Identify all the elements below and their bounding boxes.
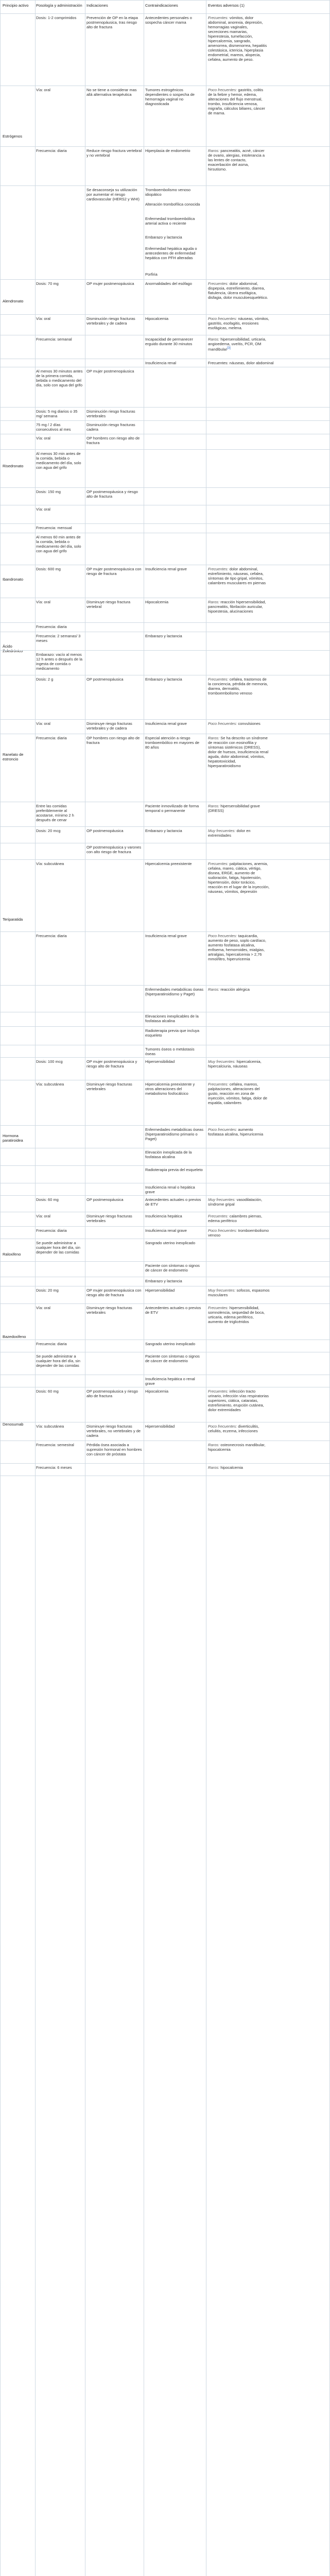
- cell-adverse: [208, 1059, 270, 1069]
- cell-frequency: Frecuencia: semanal: [36, 337, 72, 342]
- adverse-text: sofocos, espasmos musculares: [208, 1288, 270, 1297]
- cell-contraindication: Anormalidades del esófago: [145, 281, 192, 286]
- grid-line: [0, 1057, 330, 1058]
- group-ranelate: Ranelato de estroncio: [3, 752, 24, 761]
- cell-contraindication: Porfiria: [145, 272, 158, 277]
- cell-contraindication: Elevación inexplicada de la fosfatasa alcalina: [145, 1150, 192, 1159]
- cell-dose: Dosis: 60 mg: [36, 1389, 59, 1394]
- cell-contraindication: Radioterapia previa del esqueleto: [145, 1167, 203, 1172]
- cell-route: Vía: oral: [36, 721, 50, 726]
- adverse-text: náuseas, vómitos, gastritis, esofagitis, erosiones esofágicas, melena.: [208, 316, 269, 330]
- adverse-text: palpitaciones, anemia, cefalea, mareo, ciática, vértigo, disnea, ERGE, aumento de sudoración, fatiga, hipotensión, hipertensión, dolor torácico, reacción en el lugar de la inyección, náuseas, vómitos, depresión: [208, 861, 270, 894]
- grid-line: [0, 1261, 330, 1262]
- header-adverse: Eventos adversos (1): [208, 3, 245, 8]
- cell-frequency: Frecuencia: mensual: [36, 526, 72, 530]
- reference-marker: [3]: [227, 347, 231, 350]
- cell-frequency: Frecuencia: diaria: [36, 1228, 67, 1233]
- cell-indication: Disminución riesgo fracturas vertebrales y de cadera: [86, 316, 135, 326]
- cell-indication: OP postmenopáusica: [86, 1197, 124, 1202]
- cell-adverse: [208, 677, 270, 696]
- cell-contraindication: Insuficiencia renal grave: [145, 567, 187, 571]
- cell-contraindication: Embarazo y lactancia: [145, 828, 182, 833]
- grid-line: [0, 0, 1, 2576]
- cell-contraindication: Hiperplasia de endometrio: [145, 148, 190, 153]
- cell-posology: Al menos 30 min antes de la comida, bebida o medicamento del día, solo con agua del grifo: [36, 451, 81, 470]
- cell-contraindication: Hipercalcemia preexistente: [145, 861, 192, 866]
- cell-dose: Dosis: 600 mg: [36, 567, 61, 571]
- cell-contraindication: Antecedentes actuales o previos de ETV: [145, 1197, 201, 1207]
- cell-adverse: [208, 1424, 270, 1433]
- cell-contraindication: Insuficiencia hepática: [145, 1214, 182, 1218]
- cell-indication: OP mujer postmenopáusica y riesgo alto de fractura: [86, 1059, 137, 1069]
- cell-adverse: [208, 1288, 270, 1297]
- adverse-text: cefalea, trastornos de la conciencia, pérdida de memoria, diarrea, dermatitis, tromboembolismo venoso: [208, 677, 268, 696]
- grid-line: [0, 859, 330, 860]
- cell-adverse: [208, 1443, 270, 1452]
- cell-indication: Se desaconseja su utilización por aumentar el riesgo cardiovascular (HERS2 y WHI): [86, 188, 140, 201]
- cell-dose: Dosis: 20 mg: [36, 1288, 59, 1293]
- adverse-text: hipercalcemia, hipercalciuria, náuseas: [208, 1059, 262, 1069]
- adverse-frequency-label: Raros:: [208, 1443, 220, 1447]
- cell-contraindication: Antecedentes actuales o previos de ETV: [145, 1306, 201, 1315]
- adverse-text: convulsiones: [238, 721, 260, 726]
- cell-contraindication: Hipersensibilidad: [145, 1424, 175, 1429]
- cell-indication: OP hombres con riesgo alto de fractura: [86, 436, 140, 445]
- adverse-frequency-label: Muy frecuentes:: [208, 828, 236, 833]
- grid-line: [0, 1165, 330, 1166]
- cell-contraindication: Insuficiencia renal o hepática grave: [145, 1185, 195, 1194]
- cell-dose: Dosis: 150 mg: [36, 489, 61, 494]
- cell-frequency: Frecuencia: diaria: [36, 736, 67, 740]
- cell-posology: Entre las comidas preferiblemente al acostarse, mínimo 2 h después de cenar: [36, 804, 74, 822]
- cell-adverse: [208, 1197, 270, 1207]
- cell-contraindication: Hipersensibilidad: [145, 1059, 175, 1064]
- adverse-frequency-label: Poco frecuentes:: [208, 1424, 237, 1429]
- cell-indication: OP hombres con riesgo alto de fractura: [86, 736, 140, 745]
- grid-line: [0, 1026, 330, 1027]
- cell-indication: Pérdida ósea asociada a supresión hormonal en hombres con cáncer de próstata: [86, 1443, 142, 1456]
- cell-contraindication: Sangrado uterino inexplicado: [145, 1342, 196, 1346]
- adverse-text: vómitos, dolor abdominal, anorexia, depresión, hemorragias vaginales, secreciones mamarias, hiperestesia, tumefacción, hipercalcemia, sangrado, amenorrea, dismenorrea, hepatitis colestásica, ictericia, hiperplasia endometrial, mareos, alopecia, cefalea, aumento de peso.: [208, 15, 267, 62]
- cell-posology: Dosis: 1-2 comprimidos: [36, 15, 77, 20]
- cell-contraindication: Insuficiencia renal grave: [145, 1228, 187, 1233]
- cell-indication: Disminuye riesgo fracturas vertebrales: [86, 1082, 132, 1091]
- grid-line: [35, 0, 36, 2576]
- grid-line: [0, 1440, 330, 1441]
- grid-line: [0, 314, 330, 315]
- adverse-frequency-label: Frecuentes:: [208, 861, 229, 866]
- adverse-text: taquicardia, aumento de peso, soplo cardíaco, aumento fosfatasa alcalina, enfisema, hemorroides, mialgias, artralgias, hipercalcemia > 2,76 mmol/litro, hiperuricemia: [208, 934, 266, 961]
- adverse-text: infección tracto urinario, infección vías respiratorias superiores, ciática, cataratas, estreñimiento, erupción cutánea, dolor extremidades: [208, 1389, 269, 1412]
- cell-adverse: [208, 804, 270, 813]
- cell-route: Vía: oral: [36, 600, 50, 604]
- group-alendronate: Alendronato: [3, 299, 24, 303]
- cell-posology: Se puede administrar a cualquier hora del día, sin depender de las comidas: [36, 1241, 80, 1255]
- cell-indication: OP mujer postmenopáusica con riesgo de fractura: [86, 567, 142, 576]
- cell-adverse: [208, 987, 270, 992]
- cell-dose: Dosis: 5 mg diarios o 35 mg/ semana: [36, 409, 78, 418]
- cell-dose: Dosis: 20 mcg: [36, 828, 61, 833]
- adverse-text: hipersensibilidad grave (DRESS): [208, 804, 260, 813]
- grid-line: [0, 719, 330, 720]
- adverse-frequency-label: Muy frecuentes:: [208, 1288, 236, 1293]
- cell-route: Vía: oral: [36, 1306, 50, 1310]
- group-risedronate: Risedronato: [3, 464, 24, 468]
- cell-dose: Dosis: 70 mg: [36, 281, 59, 286]
- cell-dose: Dosis: 60 mg: [36, 1197, 59, 1202]
- header-principle: Principio activo: [3, 3, 29, 8]
- adverse-frequency-label: Frecuentes:: [208, 1082, 229, 1087]
- cell-contraindication: Tumores estrogénicos dependientes o sospecha de hemorragia vaginal no diagnosticada: [145, 88, 195, 106]
- cell-contraindication: Embarazo y lactancia: [145, 1279, 182, 1283]
- grid-line: [0, 826, 330, 827]
- cell-contraindication: Insuficiencia renal grave: [145, 721, 187, 726]
- cell-route: Vía: oral: [36, 436, 50, 440]
- cell-posology: Al menos 30 minutos antes de la primera comida, bebida o medicamento del día, solo con agua del grifo: [36, 369, 83, 387]
- cell-frequency: Frecuencia: diaria: [36, 1342, 67, 1346]
- cell-contraindication: Tromboembolismo venoso idiopático: [145, 188, 191, 197]
- group-raloxifene: Raloxifeno: [3, 1252, 21, 1257]
- cell-route: Vía: oral: [36, 88, 50, 92]
- grid-line: [0, 1463, 330, 1464]
- grid-line: [0, 279, 330, 280]
- adverse-text: pancreatitis, acné, cáncer de ovario, alergias, intolerancia a las lentes de contacto, exacerbación del asma, hirsutismo.: [208, 148, 265, 172]
- cell-contraindication: Insuficiencia renal grave: [145, 934, 187, 938]
- adverse-frequency-label: Raros:: [208, 600, 220, 604]
- cell-contraindication: Paciente inmovilizado de forma temporal o permanente: [145, 804, 199, 813]
- cell-posology: Frecuencia: 6 meses: [36, 1465, 72, 1470]
- adverse-frequency-label: Poco frecuentes:: [208, 1127, 237, 1132]
- grid-line: [0, 1125, 330, 1126]
- cell-adverse: [208, 1389, 270, 1412]
- adverse-text: hipocalcemia: [220, 1465, 243, 1470]
- cell-frequency: Frecuencia: 2 semanas/ 3 meses: [36, 634, 81, 643]
- grid-line: [0, 13, 330, 14]
- adverse-text: dolor abdominal, estreñimiento, náuseas, cefalea, síntomas de tipo gripal, vómitos, calambres musculares en piernas: [208, 567, 266, 585]
- grid-line: [0, 146, 330, 147]
- cell-adverse: [208, 861, 270, 894]
- cell-contraindication: Elevaciones inexplicables de la fosfatasa alcalina: [145, 1014, 199, 1023]
- adverse-frequency-label: Raros:: [208, 736, 220, 740]
- cell-adverse: [208, 15, 267, 62]
- cell-indication: OP postmenopáusica y riesgo alto de fractura: [86, 489, 138, 499]
- cell-adverse: [208, 148, 267, 172]
- adverse-frequency-label: Frecuentes:: [208, 677, 229, 682]
- cell-posology: Se puede administrar a cualquier hora del día, sin depender de las comidas: [36, 1354, 80, 1368]
- cell-adverse: [208, 736, 270, 768]
- cell-adverse: [208, 600, 270, 614]
- cell-indication: Disminuye riesgo fracturas vertebrales y de cadera: [86, 721, 132, 731]
- grid-line: [0, 487, 330, 488]
- cell-contraindication: Alteración trombofílica conocida: [145, 202, 200, 207]
- cell-adverse: [208, 721, 270, 726]
- adverse-text: dolor abdominal, dispepsia, estreñimiento, diarrea, flatulencia, úlcera esofágica, disfagia, dolor musculoesquelético.: [208, 281, 268, 300]
- cell-contraindication: Especial atención a riesgo tromboembólico en mayores de 80 años: [145, 736, 200, 750]
- grid-line: [0, 0, 330, 1]
- adverse-text: gastritis, colitis de la fiebre y hemor, edema, alteraciones del flujo menstrual, trombo, insuficiencia venosa, migraña, cálculos biliares, cáncer de mama.: [208, 88, 265, 115]
- adverse-text: vasodilatación, síndrome gripal: [208, 1197, 263, 1207]
- cell-indication: Disminuye riesgo fracturas vertebrales, no vertebrales y de cadera: [86, 1424, 141, 1438]
- grid-line: [0, 622, 330, 623]
- grid-line: [0, 420, 330, 421]
- cell-contraindication: Embarazo y lactancia: [145, 634, 182, 638]
- cell-route: Vía: subcutánea: [36, 1082, 64, 1087]
- grid-line: [0, 1303, 330, 1304]
- cell-dose: Dosis: 2 g: [36, 677, 54, 682]
- adverse-text: aumento fosfatasa alcalina, hiperuricemia: [208, 1127, 264, 1137]
- adverse-frequency-label: Muy frecuentes:: [208, 1059, 236, 1064]
- cell-indication: Disminuye riesgo fracturas vertebrales: [86, 1306, 132, 1315]
- cell-frequency: Frecuencia: semestral: [36, 1443, 74, 1447]
- group-estrogens: Estrógenos: [3, 134, 22, 139]
- cell-contraindication: Radioterapia previa que incluya esqueleto: [145, 1028, 200, 1038]
- adverse-text: Se ha descrito un síndrome de reacción con eosinofilia y síntomas sistémicos (DRESS), dolor de huesos, insuficiencia renal aguda, dolor abdominal, vómitos, hepatotoxicidad, hiperparatiroidismo: [208, 736, 269, 768]
- header-posology: Posología y administración: [36, 3, 82, 8]
- cell-adverse: [208, 1214, 270, 1223]
- grid-line: [0, 931, 330, 932]
- cell-indication: No se tiene a considerar mas allá alternativa terapéutica: [86, 88, 137, 97]
- group-teriparatide: Teriparatida: [3, 917, 23, 922]
- cell-dose: 75 mg / 2 días consecutivos al mes: [36, 422, 71, 432]
- grid-line: [0, 985, 330, 986]
- cell-route: Vía: oral: [36, 1214, 50, 1218]
- cell-indication: OP mujer postmenopáusica con riesgo alto de fractura: [86, 1288, 142, 1297]
- cell-route: Vía: subcutánea: [36, 1424, 64, 1429]
- cell-adverse: [208, 1082, 270, 1105]
- cell-contraindication: Tumores óseos o metástasis óseas: [145, 1047, 195, 1056]
- adverse-text: hipersensibilidad, urticaria, angioedema, uveítis, PCR, OM mandibular: [208, 337, 266, 352]
- cell-dose: Dosis: 100 mcg: [36, 1059, 63, 1064]
- cell-contraindication: Hipersensibilidad: [145, 1288, 175, 1293]
- cell-contraindication: Insuficiencia hepática o renal grave: [145, 1377, 195, 1386]
- adverse-text: hipersensibilidad, somnolencia, sequedad de boca, urticaria, edema periférico, aumento de triglicéridos: [208, 1306, 265, 1324]
- cell-indication: Reduce riesgo fractura vertebral y no vertebral: [86, 148, 142, 158]
- adverse-frequency-label: Frecuentes:: [208, 1306, 229, 1310]
- adverse-frequency-label: Poco frecuentes:: [208, 1228, 237, 1233]
- cell-contraindication: Hipercalcemia preexistente y otros alteraciones del metabolismo fosfocálcico: [145, 1082, 195, 1096]
- cell-indication: Disminuye riesgo fractura vertebral: [86, 600, 131, 609]
- cell-adverse: [208, 88, 267, 115]
- cell-contraindication: Incapacidad de permanecer erguido durante 30 minutos: [145, 337, 193, 346]
- cell-adverse: [208, 1306, 270, 1324]
- cell-contraindication: Hipocalcemia: [145, 316, 169, 321]
- adverse-frequency-label: Poco frecuentes:: [208, 721, 237, 726]
- cell-frequency: Frecuencia: diaria: [36, 148, 67, 153]
- grid-line: [0, 523, 330, 524]
- cell-posology: Al menos 60 min antes de la comida, bebida o medicamento del día, solo con agua del grifo: [36, 535, 81, 553]
- cell-indication: OP postmenopáusica y varones con alto riesgo de fractura: [86, 845, 142, 854]
- adverse-frequency-label: Frecuentes:: [208, 281, 229, 286]
- cell-posology: Embarazo: vacío al menos 12 h antes o después de la ingesta de comida o medicamento: [36, 652, 83, 671]
- cell-adverse: [208, 1127, 270, 1137]
- cell-indication: OP postmenopáusica y riesgo alto de fractura: [86, 1389, 138, 1398]
- cell-adverse: [208, 337, 270, 352]
- adverse-frequency-label: Raros:: [208, 987, 220, 992]
- adverse-text: osteonecrosis mandibular, hipocalcemia: [208, 1443, 266, 1452]
- adverse-frequency-label: Poco frecuentes:: [208, 316, 237, 321]
- cell-adverse: [208, 934, 270, 961]
- adverse-text: dolor en extremidades: [208, 828, 251, 838]
- cell-contraindication: Sangrado uterino inexplicado: [145, 1241, 196, 1245]
- adverse-frequency-label: Frecuentes:: [208, 567, 229, 571]
- cell-contraindication: Enfermedad tromboembólica arterial activa o reciente: [145, 216, 195, 226]
- cell-adverse: Frecuentes: náuseas, dolor abdominal: [208, 361, 274, 365]
- cell-contraindication: Paciente con síntomas o signos de cáncer de endometrio: [145, 1354, 200, 1363]
- group-bazedoxifene: Bazedoxifeno: [3, 1334, 26, 1339]
- group-denosumab: Denosumab: [3, 1422, 24, 1427]
- cell-frequency: Frecuencia: diaria: [36, 934, 67, 938]
- cell-adverse: [208, 316, 270, 330]
- cell-frequency: Frecuencia: diaria: [36, 624, 67, 629]
- cell-adverse: [208, 1465, 270, 1470]
- adverse-text: cefalea, mareos, palpitaciones, alteraciones del gusto, reacción en zona de inyección, vómitos, fatiga, dolor de espalda, calambres: [208, 1082, 268, 1105]
- grid-line: [0, 185, 330, 186]
- cell-contraindication: Enfermedades metabólicas óseas (hiperparatiroidismo y Paget): [145, 987, 203, 996]
- cell-indication: OP mujer postmenopáusica: [86, 281, 134, 286]
- header-contraindications: Contraindicaciones: [145, 3, 178, 8]
- cell-route: Vía: subcutánea: [36, 861, 64, 866]
- cell-contraindication: Hipocalcemia: [145, 600, 169, 604]
- adverse-frequency-label: Frecuentes:: [208, 1214, 229, 1218]
- cell-indication: Prevención de OP en la etapa postmenopáusica, tras riesgo alto de fractura: [86, 15, 138, 29]
- cell-contraindication: Hipocalcemia: [145, 1389, 169, 1394]
- cell-indication: Disminución riesgo fracturas cadera: [86, 422, 135, 432]
- adverse-frequency-label: Raros:: [208, 1465, 220, 1470]
- grid-line: [0, 650, 330, 651]
- cell-route: Vía: oral: [36, 316, 50, 321]
- header-indications: Indicaciones: [86, 3, 108, 8]
- cell-contraindication: Embarazo y lactancia: [145, 235, 182, 240]
- cell-indication: OP postmenopáusica: [86, 828, 124, 833]
- adverse-frequency-label: Raros:: [208, 804, 220, 808]
- grid-line: [0, 449, 330, 450]
- cell-adverse: [208, 281, 270, 300]
- cell-adverse: [208, 828, 270, 838]
- grid-line: [0, 1195, 330, 1196]
- cell-route: Vía: oral: [36, 507, 50, 512]
- cell-contraindication: Paciente con síntomas o signos de cáncer de endometrio: [145, 1263, 200, 1273]
- cell-adverse: [208, 567, 270, 585]
- group-ibandronate: Ibandronato: [3, 577, 24, 582]
- group-pth: Hormona paratiroidea: [3, 1133, 23, 1143]
- cell-contraindication: Enfermedades metabólicas óseas (hiperparatiroidismo primario o Paget): [145, 1127, 203, 1141]
- adverse-frequency-label: Poco frecuentes:: [208, 934, 237, 938]
- adverse-text: diverticulitis, celulitis, eczema, infecciones: [208, 1424, 259, 1433]
- adverse-frequency-label: Raros:: [208, 148, 220, 153]
- cell-contraindication: Embarazo y lactancia: [145, 677, 182, 682]
- adverse-text: reacción hipersensibilidad, pancreatitis, fibrilación auricular, hipoestesia, alucinaciones: [208, 600, 266, 614]
- cell-indication: OP mujer postmenopáusica: [86, 369, 134, 374]
- adverse-text: calambres piernas, edema periférico: [208, 1214, 263, 1223]
- adverse-frequency-label: Frecuentes:: [208, 15, 229, 20]
- cell-indication: OP postmenopáusica: [86, 677, 124, 682]
- cell-indication: Disminución riesgo fracturas vertebrales: [86, 409, 135, 418]
- adverse-text: reacción alérgica: [220, 987, 250, 992]
- group-zoledronate: Ácido Zoledrónico: [3, 644, 23, 653]
- cell-indication: Disminuye riesgo fracturas vertebrales: [86, 1214, 132, 1223]
- cell-contraindication: Antecedentes personales o sospecha cáncer mama: [145, 15, 192, 25]
- adverse-text: tromboembolismo venoso: [208, 1228, 269, 1238]
- adverse-frequency-label: Frecuentes:: [208, 1389, 229, 1394]
- cell-contraindication: Insuficiencia renal: [145, 361, 177, 365]
- adverse-frequency-label: Poco frecuentes:: [208, 88, 237, 92]
- grid-line: [0, 407, 330, 408]
- grid-line: [0, 1226, 330, 1227]
- cell-contraindication: Enfermedad hepática aguda o antecedentes de enfermedad hepática con PFH alteradas: [145, 246, 197, 260]
- adverse-frequency-label: Raros:: [208, 337, 220, 342]
- cell-adverse: [208, 1228, 270, 1238]
- adverse-frequency-label: Muy frecuentes:: [208, 1197, 236, 1202]
